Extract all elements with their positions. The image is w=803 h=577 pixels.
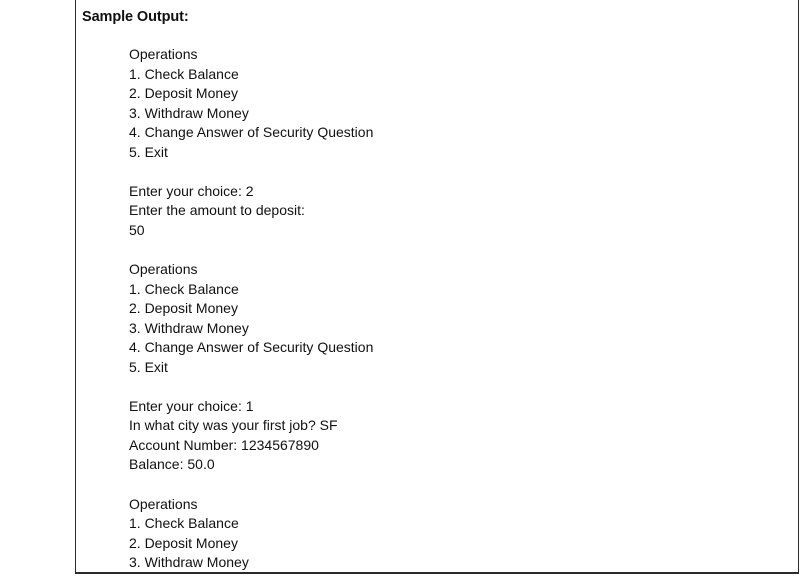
- sample-output-block: [129, 45, 729, 573]
- blank-line: [129, 162, 729, 182]
- output-line: Operations: [129, 495, 198, 512]
- output-line: In what city was your first job? SF: [129, 417, 338, 434]
- blank-line: [129, 377, 729, 397]
- output-line: 3. Withdraw Money: [129, 554, 249, 571]
- output-line: 3. Withdraw Money: [129, 319, 249, 336]
- output-line: 4. Change Answer of Security Question: [129, 339, 374, 356]
- output-line: Account Number: 1234567890: [129, 436, 319, 453]
- blank-line: [129, 240, 729, 260]
- output-line: Enter your choice: 1: [129, 397, 254, 414]
- output-line: 2. Deposit Money: [129, 85, 238, 102]
- output-line: 4. Change Answer of Security Question: [129, 124, 374, 141]
- output-line: Balance: 50.0: [129, 456, 215, 473]
- output-line: Enter the amount to deposit:: [129, 202, 305, 219]
- output-line: 5. Exit: [129, 358, 168, 375]
- output-line: 1. Check Balance: [129, 280, 239, 297]
- blank-line: [129, 475, 729, 495]
- output-line: 50: [129, 221, 145, 238]
- section-heading: Sample Output:: [82, 9, 189, 25]
- output-line: Operations: [129, 261, 198, 278]
- output-line: Enter your choice: 2: [129, 182, 254, 199]
- output-line: 2. Deposit Money: [129, 300, 238, 317]
- output-line: 2. Deposit Money: [129, 534, 238, 551]
- output-line: 1. Check Balance: [129, 65, 239, 82]
- output-line: 3. Withdraw Money: [129, 104, 249, 121]
- output-line: Operations: [129, 46, 198, 62]
- output-line: 5. Exit: [129, 143, 168, 160]
- output-line: 1. Check Balance: [129, 515, 239, 532]
